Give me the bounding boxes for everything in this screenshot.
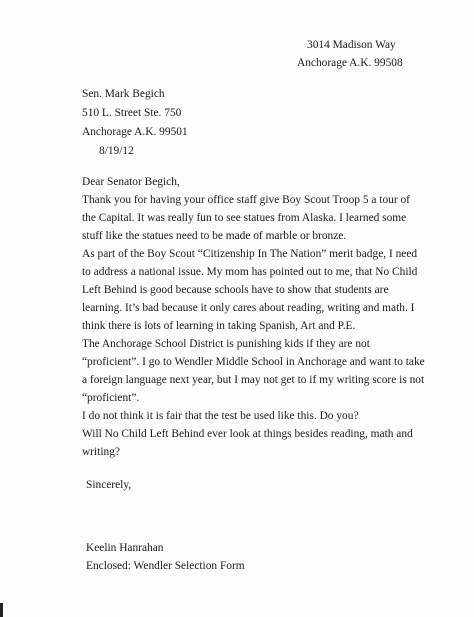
body-line: As part of the Boy Scout “Citizenship In The Nation” merit badge, I need: [82, 248, 418, 260]
recipient-name: Sen. Mark Begich: [82, 88, 165, 100]
body-line: Will No Child Left Behind ever look at things besides reading, math and: [82, 428, 413, 440]
body-line: a foreign language next year, but I may not get to if my writing score is not: [82, 374, 425, 386]
body-line: think there is lots of learning in taking Spanish, Art and P.E.: [82, 320, 356, 332]
salutation: Dear Senator Begich,: [82, 176, 180, 188]
enclosure-note: Enclosed: Wendler Selection Form: [86, 560, 245, 572]
body-line: “proficient”.: [82, 392, 140, 404]
body-line: learning. It’s bad because it only cares about reading, writing and math. I: [82, 302, 415, 314]
body-line: Thank you for having your office staff give Boy Scout Troop 5 a tour of: [82, 194, 410, 206]
body-line: Left Behind is good because schools have to show that students are: [82, 284, 389, 296]
sender-street: 3014 Madison Way: [307, 39, 396, 51]
letter-date: 8/19/12: [99, 145, 134, 157]
body-line: The Anchorage School District is punishing kids if they are not: [82, 338, 370, 350]
recipient-street: 510 L. Street Ste. 750: [82, 107, 182, 119]
body-line: the Capital. It was really fun to see statues from Alaska. I learned some: [82, 212, 407, 224]
body-line: “proficient”. I go to Wendler Middle School in Anchorage and want to take: [82, 356, 425, 368]
closing: Sincerely,: [86, 479, 132, 491]
body-line: to address a national issue. My mom has pointed out to me, that No Child: [82, 266, 418, 278]
recipient-city: Anchorage A.K. 99501: [82, 126, 188, 138]
body-line: stuff like the statues need to be made of marble or bronze.: [82, 230, 347, 242]
body-line: writing?: [82, 446, 120, 458]
body-line: I do not think it is fair that the test be used like this. Do you?: [82, 410, 359, 422]
sender-city: Anchorage A.K. 99508: [297, 57, 403, 69]
scan-edge-mark: [0, 603, 3, 617]
signature-name: Keelin Hanrahan: [86, 542, 164, 554]
